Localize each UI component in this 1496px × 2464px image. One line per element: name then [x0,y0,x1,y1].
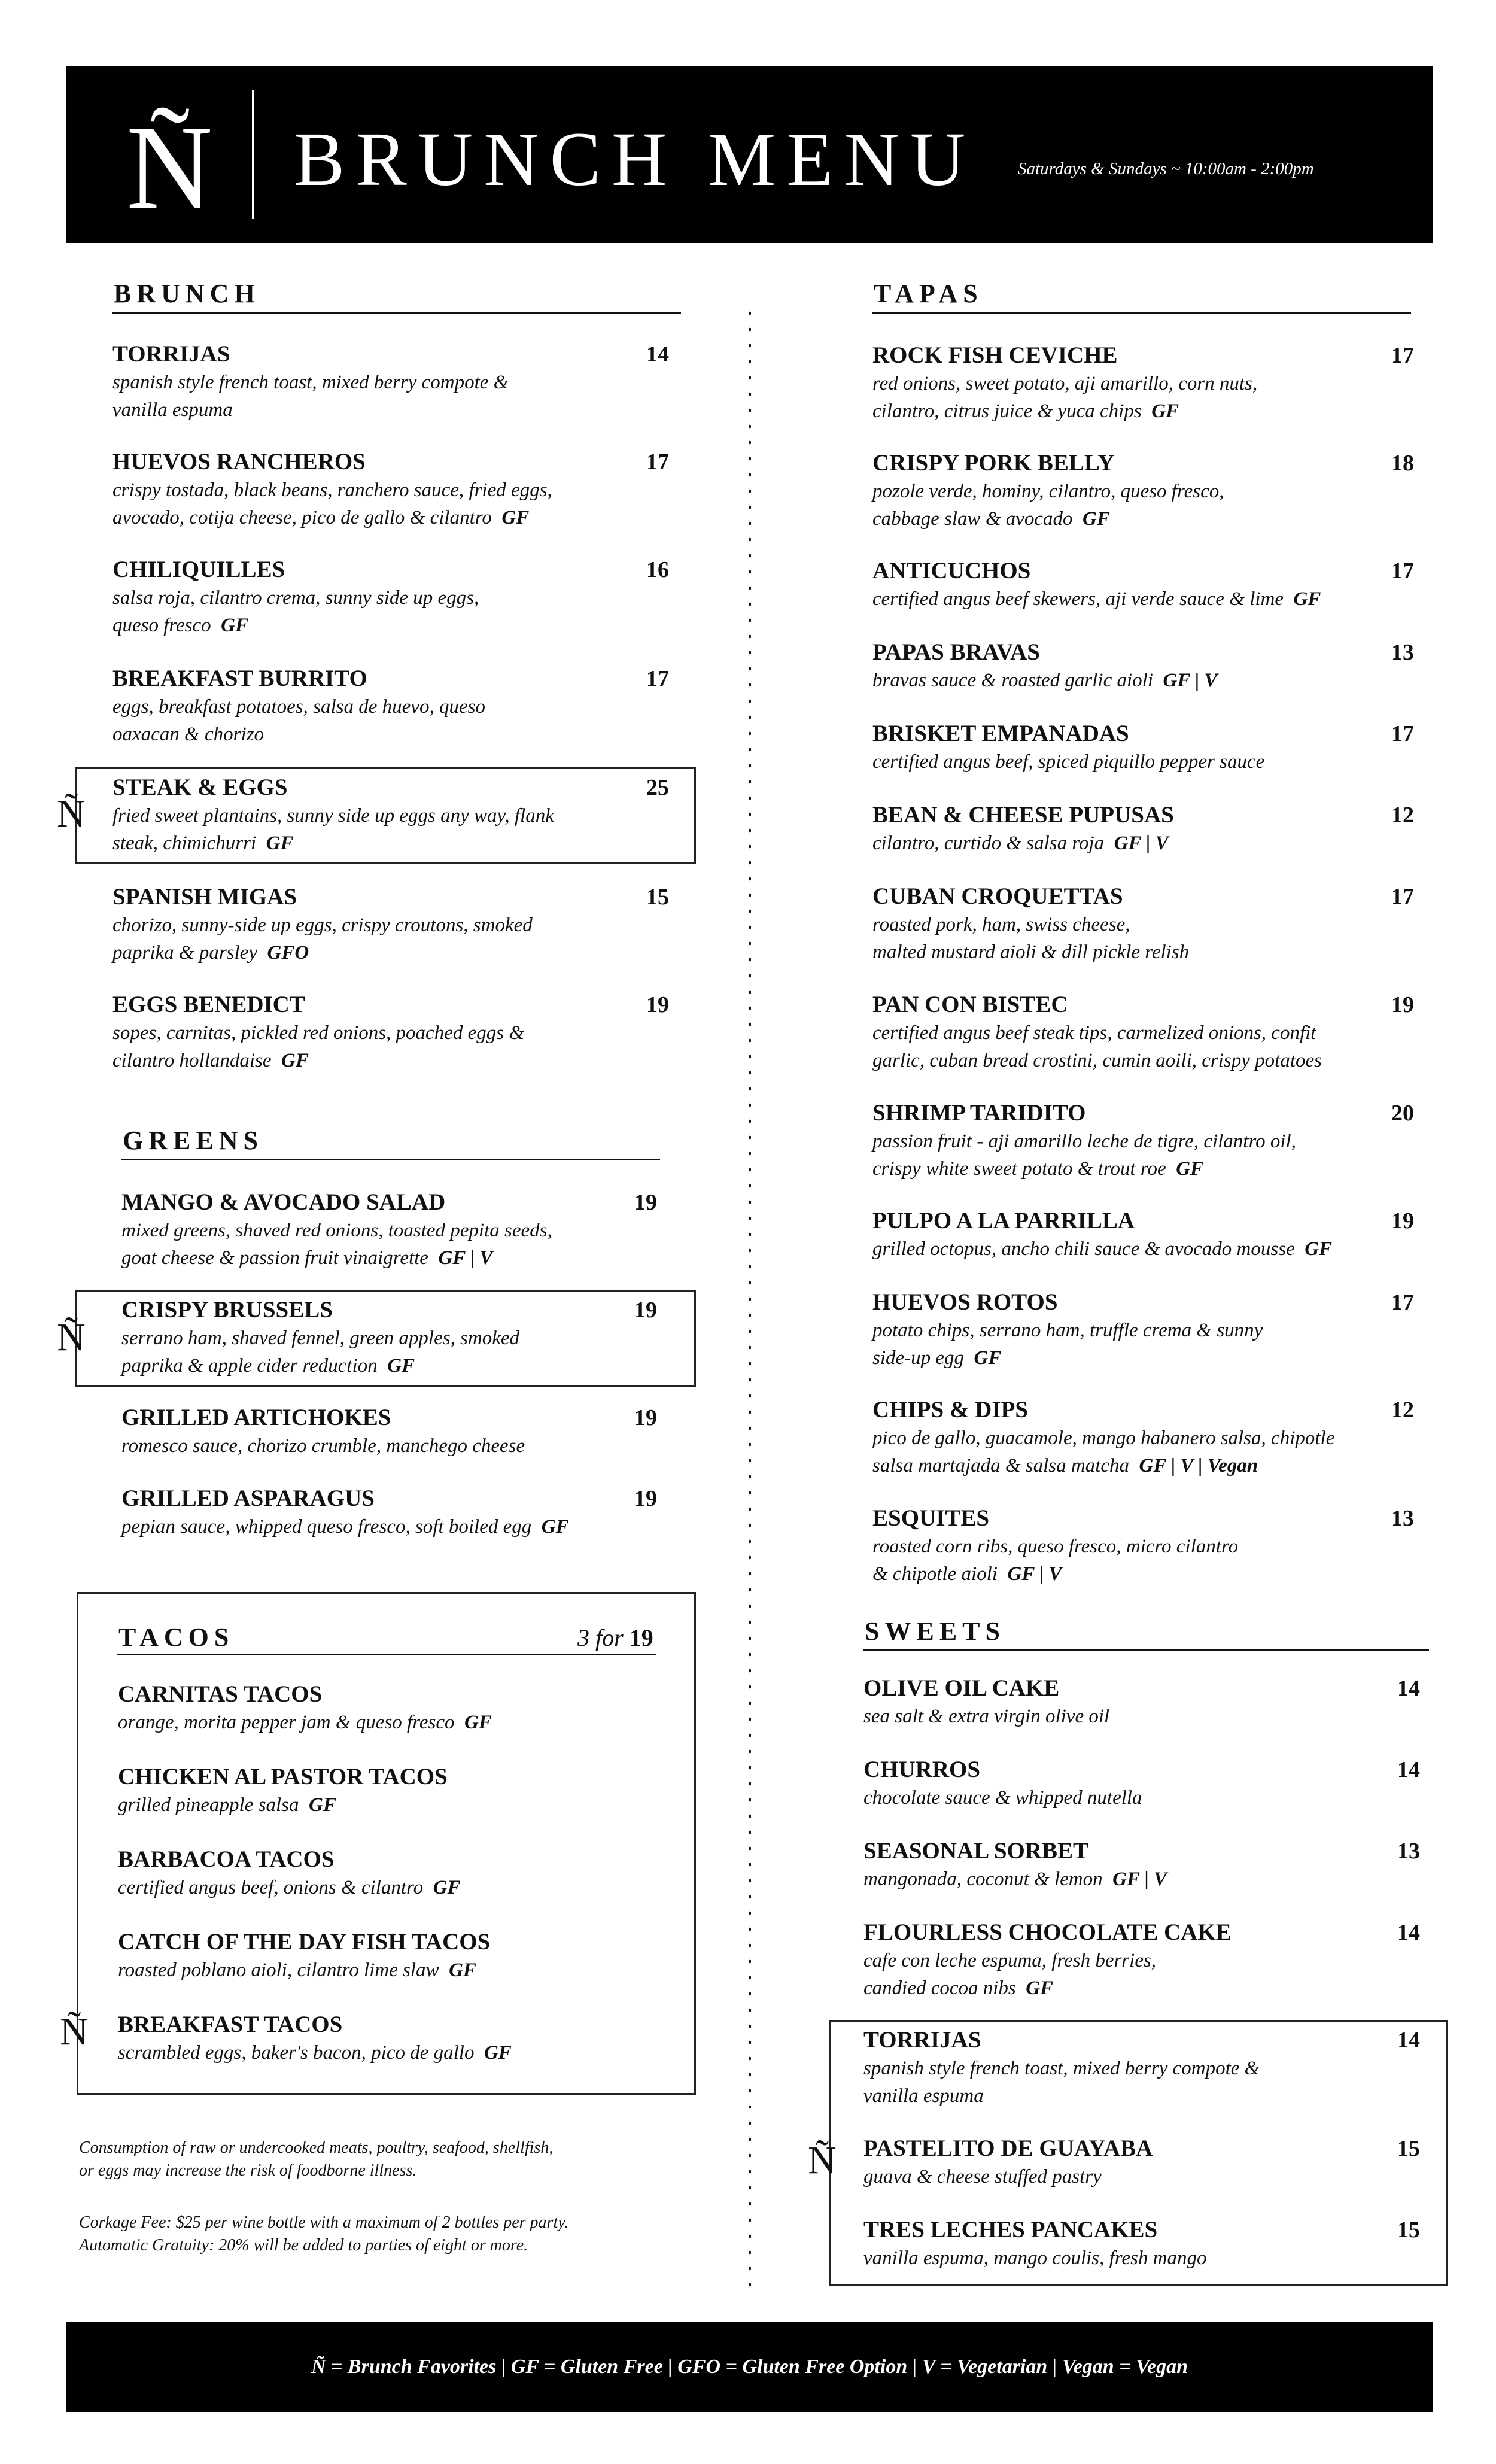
note-line: or eggs may increase the risk of foodborne illness. [79,2161,417,2180]
description-text: sea salt & extra virgin olive oil [863,1706,1110,1727]
description-text: malted mustard aioli & dill pickle relish [872,941,1190,963]
item-name: PASTELITO DE GUAYABA [863,2135,1153,2161]
dietary-tag: GF [484,2042,512,2064]
item-price: 13 [1391,1506,1414,1531]
item-description [863,1703,1420,1730]
item-name: CRISPY BRUSSELS [121,1297,333,1323]
menu-item [872,719,1414,776]
description-text: candied cocoa nibs [863,1977,1016,1999]
description-text: paprika & parsley [112,942,257,964]
description-text: romesco sauce, chorizo crumble, manchego cheese [121,1435,525,1457]
item-price: 12 [1391,803,1414,828]
item-price: 12 [1391,1397,1414,1423]
note-line: Automatic Gratuity: 20% will be added to parties of eight or more. [79,2236,528,2255]
description-text: cafe con leche espuma, fresh berries, [863,1950,1157,1971]
item-name: GRILLED ASPARAGUS [121,1485,375,1511]
description-text: certified angus beef, spiced piquillo pepper sauce [872,751,1265,773]
menu-item [118,2010,656,2067]
description-text: cilantro, curtido & salsa roja [872,833,1105,854]
item-name: CATCH OF THE DAY FISH TACOS [118,1929,491,1955]
section-title-brunch: BRUNCH [114,279,260,308]
menu-item [872,882,1414,966]
item-description [872,370,1414,397]
item-price: 16 [646,557,669,582]
tacos-deal-price: 19 [629,1624,653,1651]
section-title-sweets: SWEETS [865,1617,1005,1646]
item-description [872,1047,1414,1074]
description-text: spanish style french toast, mixed berry compote & [112,372,509,393]
item-description [863,1974,1420,2002]
item-description [112,939,669,967]
menu-item [863,1755,1420,1812]
item-description [121,1217,657,1244]
menu-item [118,1763,656,1819]
description-text: queso fresco [112,615,211,636]
description-text: chorizo, sunny-side up eggs, crispy croutons, smoked [112,914,533,936]
item-name: CHIPS & DIPS [872,1397,1029,1423]
item-description [872,1128,1414,1155]
description-text: paprika & apple cider reduction [121,1355,378,1377]
description-text: spanish style french toast, mixed berry compote & [863,2058,1260,2079]
description-text: sopes, carnitas, pickled red onions, poached eggs & [112,1022,525,1044]
description-text: & chipotle aioli [872,1563,998,1585]
item-description [118,1874,656,1901]
description-text: grilled octopus, ancho chili sauce & avocado mousse [872,1238,1295,1260]
menu-item [872,638,1414,694]
description-text: vanilla espuma [863,2085,984,2107]
favorite-box-crispy-brussels [75,1290,696,1387]
menu-header [66,66,1433,243]
section-title-tapas: TAPAS [874,279,983,308]
dietary-tag: GF | V | Vegan [1139,1455,1258,1476]
description-text: vanilla espuma [112,399,233,421]
item-description [121,1244,657,1272]
menu-item [872,341,1414,425]
description-text: bravas sauce & roasted garlic aioli [872,670,1153,691]
item-name: CUBAN CROQUETTAS [872,883,1123,909]
item-description [872,1235,1414,1263]
description-text: crispy white sweet potato & trout roe [872,1158,1166,1180]
dietary-tag: GF | V [1114,833,1169,854]
menu-item [872,1099,1414,1183]
description-text: passion fruit - aji amarillo leche de tigre, cilantro oil, [872,1131,1296,1152]
item-price: 17 [646,449,669,475]
item-description [872,1452,1414,1479]
item-price: 15 [1397,2136,1420,2161]
item-name: BEAN & CHEESE PUPUSAS [872,802,1174,828]
item-name: CHICKEN AL PASTOR TACOS [118,1764,448,1789]
section-rule [121,1159,660,1160]
item-price: 14 [1397,1757,1420,1782]
item-price: 17 [1391,721,1414,746]
menu-item [112,448,669,531]
item-price: 19 [646,992,669,1017]
item-price: 19 [1391,1208,1414,1233]
description-text: roasted pork, ham, swiss cheese, [872,914,1130,935]
item-description [112,1047,669,1074]
dietary-tag: GF [1305,1238,1333,1260]
item-description [863,1784,1420,1812]
dietary-tag: GF [541,1516,569,1538]
item-name: TRES LECHES PANCAKES [863,2217,1158,2243]
description-text: chocolate sauce & whipped nutella [863,1787,1142,1809]
favorite-box-sweets [829,2020,1448,2286]
menu-item [872,449,1414,533]
item-description [872,1019,1414,1047]
item-price: 19 [634,1405,657,1430]
dietary-tag: GF [308,1794,336,1816]
item-name: BRISKET EMPANADAS [872,721,1129,746]
item-description [121,1513,657,1541]
item-description [872,830,1414,857]
note-line: Corkage Fee: $25 per wine bottle with a maximum of 2 bottles per party. [79,2213,569,2232]
menu-item [112,883,669,967]
item-price: 19 [634,1190,657,1215]
description-text: steak, chimichurri [112,833,257,854]
item-price: 15 [646,885,669,910]
item-name: CHILIQUILLES [112,557,285,582]
description-text: mixed greens, shaved red onions, toasted pepita seeds, [121,1220,552,1241]
item-description [118,2039,656,2067]
item-description [872,1424,1414,1452]
favorite-mark: Ñ [60,2010,89,2053]
legend-footer [66,2322,1433,2412]
description-text: avocado, cotija cheese, pico de gallo & cilantro [112,507,492,528]
description-text: salsa roja, cilantro crema, sunny side up eggs, [112,587,479,609]
item-price: 14 [1397,1676,1420,1701]
item-description [112,1019,669,1047]
item-price: 25 [646,775,669,800]
section-rule [872,312,1411,314]
corkage-notice [79,2211,568,2257]
description-text: orange, morita pepper jam & queso fresco [118,1712,455,1733]
description-text: eggs, breakfast potatoes, salsa de huevo, queso [112,696,485,718]
item-name: BREAKFAST TACOS [118,2012,343,2037]
description-text: potato chips, serrano ham, truffle crema & sunny [872,1320,1263,1341]
item-price: 17 [646,666,669,691]
item-name: SPANISH MIGAS [112,884,297,910]
description-text: cilantro hollandaise [112,1050,272,1071]
item-description [872,667,1414,694]
item-name: PAPAS BRAVAS [872,639,1040,665]
dietary-tag: GF [281,1050,309,1071]
item-description [872,1560,1414,1588]
item-price: 17 [1391,343,1414,368]
description-text: certified angus beef, onions & cilantro [118,1877,424,1898]
item-name: TORRIJAS [863,2027,981,2053]
dietary-tag: GF [1026,1977,1054,1999]
description-text: guava & cheese stuffed pastry [863,2166,1102,2187]
item-price: 13 [1397,1839,1420,1864]
menu-item [118,1928,656,1984]
item-name: TORRIJAS [112,341,230,367]
description-text: certified angus beef skewers, aji verde sauce & lime [872,588,1284,610]
item-description [872,1344,1414,1372]
dietary-tag: GF [1293,588,1321,610]
description-text: crispy tostada, black beans, ranchero sauce, fried eggs, [112,479,552,501]
item-price: 19 [634,1298,657,1323]
menu-item [112,340,669,424]
menu-item [863,1918,1420,2002]
item-description [872,478,1414,505]
tacos-deal [577,1624,653,1652]
description-text: fried sweet plantains, sunny side up eggs any way, flank [112,805,554,827]
menu-item [872,557,1414,613]
description-text: red onions, sweet potato, aji amarillo, corn nuts, [872,373,1258,394]
logo: Ñ [126,102,213,234]
page-title: BRUNCH MENU [294,117,977,202]
dietary-tag: GF [501,507,530,528]
description-text: mangonada, coconut & lemon [863,1868,1103,1890]
item-name: SEASONAL SORBET [863,1838,1089,1864]
item-price: 20 [1391,1101,1414,1126]
menu-item [118,1845,656,1901]
dietary-tag: GF | V [1007,1563,1062,1585]
note-line: Consumption of raw or undercooked meats, poultry, seafood, shellfish, [79,2138,554,2157]
dietary-tag: GF [221,615,249,636]
column-divider [749,305,751,2298]
favorite-mark: Ñ [57,1315,86,1359]
item-description [863,1866,1420,1893]
item-name: CRISPY PORK BELLY [872,450,1115,476]
legend-text: Ñ = Brunch Favorites | GF = Gluten Free | GFO = Gluten Free Option | V = Vegetarian | Vegan = Vegan [311,2356,1188,2378]
menu-item [872,1396,1414,1479]
item-description [872,938,1414,966]
dietary-tag: GF [387,1355,415,1377]
item-description [872,397,1414,425]
item-name: PAN CON BISTEC [872,992,1068,1017]
item-price: 14 [646,342,669,367]
item-name: PULPO A LA PARRILLA [872,1208,1135,1233]
dietary-tag: GF [1176,1158,1204,1180]
description-text: cilantro, citrus juice & yuca chips [872,400,1142,422]
item-description [872,911,1414,938]
item-description [118,1791,656,1819]
service-hours: Saturdays & Sundays ~ 10:00am - 2:00pm [1018,159,1314,178]
description-text: serrano ham, shaved fennel, green apples, smoked [121,1327,520,1349]
description-text: roasted poblano aioli, cilantro lime slaw [118,1959,439,1981]
item-description [872,1317,1414,1344]
item-description [112,612,669,639]
item-name: ROCK FISH CEVICHE [872,342,1118,368]
menu-item [112,555,669,639]
dietary-tag: GF [974,1347,1002,1369]
item-price: 19 [1391,992,1414,1017]
description-text: side-up egg [872,1347,965,1369]
item-name: BARBACOA TACOS [118,1846,335,1872]
description-text: scrambled eggs, baker's bacon, pico de gallo [118,2042,475,2064]
section-title-tacos: TACOS [118,1623,235,1652]
item-price: 17 [1391,558,1414,584]
item-name: STEAK & EGGS [112,774,288,800]
dietary-tag: GF | V [1112,1868,1167,1890]
dietary-tag: GFO [267,942,309,964]
dietary-tag: GF [266,833,294,854]
item-description [121,1432,657,1460]
section-rule [112,312,681,314]
item-description [118,1956,656,1984]
menu-item [118,1680,656,1736]
description-text: cabbage slaw & avocado [872,508,1073,530]
item-price: 13 [1391,640,1414,665]
menu-item [872,991,1414,1074]
dietary-tag: GF | V [1163,670,1218,691]
description-text: pico de gallo, guacamole, mango habanero salsa, chipotle [872,1427,1335,1449]
item-description [872,748,1414,776]
description-text: roasted corn ribs, queso fresco, micro cilantro [872,1536,1239,1557]
item-description [872,585,1414,613]
section-rule [863,1649,1429,1651]
item-description [872,1533,1414,1560]
tacos-deal-prefix: 3 for [577,1624,624,1651]
item-description [112,721,669,748]
description-text: salsa martajada & salsa matcha [872,1455,1130,1476]
section-rule [117,1654,656,1655]
favorite-box-steak-eggs [75,767,696,864]
item-description [112,369,669,396]
item-name: FLOURLESS CHOCOLATE CAKE [863,1919,1232,1945]
favorite-mark: Ñ [808,2138,837,2182]
dietary-tag: GF [1083,508,1110,530]
item-description [872,1155,1414,1183]
menu-item [872,1207,1414,1263]
menu-item [872,1288,1414,1372]
item-price: 14 [1397,2028,1420,2053]
menu-item [112,991,669,1074]
favorite-mark: Ñ [57,792,86,835]
dietary-tag: GF [464,1712,492,1733]
item-name: GRILLED ARTICHOKES [121,1405,391,1430]
section-title-greens: GREENS [123,1126,263,1155]
item-price: 17 [1391,884,1414,909]
description-text: pozole verde, hominy, cilantro, queso fresco, [872,481,1224,502]
menu-item [121,1484,657,1541]
description-text: goat cheese & passion fruit vinaigrette [121,1247,428,1269]
dietary-tag: GF [433,1877,461,1898]
item-description [863,1947,1420,1974]
consumption-notice [79,2137,553,2182]
item-description [112,584,669,612]
description-text: garlic, cuban bread crostini, cumin aoili, crispy potatoes [872,1050,1322,1071]
item-price: 19 [634,1486,657,1511]
item-price: 14 [1397,1920,1420,1945]
item-name: MANGO & AVOCADO SALAD [121,1189,446,1215]
item-description [112,912,669,939]
dietary-tag: GF | V [438,1247,493,1269]
item-name: CHURROS [863,1757,981,1782]
item-price: 18 [1391,451,1414,476]
item-description [112,396,669,424]
description-text: grilled pineapple salsa [118,1794,299,1816]
header-divider [252,90,254,219]
description-text: oaxacan & chorizo [112,724,264,745]
dietary-tag: GF [449,1959,476,1981]
item-description [118,1709,656,1736]
menu-item [863,1837,1420,1893]
menu-item [863,1674,1420,1730]
description-text: vanilla espuma, mango coulis, fresh mango [863,2247,1207,2269]
menu-item [872,801,1414,857]
item-name: CARNITAS TACOS [118,1681,323,1707]
item-name: EGGS BENEDICT [112,992,305,1017]
item-description [112,476,669,504]
item-name: ESQUITES [872,1505,990,1531]
item-name: HUEVOS ROTOS [872,1289,1058,1315]
item-name: OLIVE OIL CAKE [863,1675,1060,1701]
item-description [112,504,669,531]
description-text: certified angus beef steak tips, carmelized onions, confit [872,1022,1316,1044]
description-text: pepian sauce, whipped queso fresco, soft boiled egg [121,1516,532,1538]
item-price: 17 [1391,1290,1414,1315]
item-description [872,505,1414,533]
item-price: 15 [1397,2217,1420,2243]
item-name: SHRIMP TARIDITO [872,1100,1086,1126]
menu-item [121,1403,657,1460]
item-name: ANTICUCHOS [872,558,1031,584]
dietary-tag: GF [1151,400,1179,422]
menu-item [872,1504,1414,1588]
menu-item [121,1188,657,1272]
item-description [112,693,669,721]
menu-item [112,664,669,748]
item-name: HUEVOS RANCHEROS [112,449,366,475]
item-name: BREAKFAST BURRITO [112,666,367,691]
